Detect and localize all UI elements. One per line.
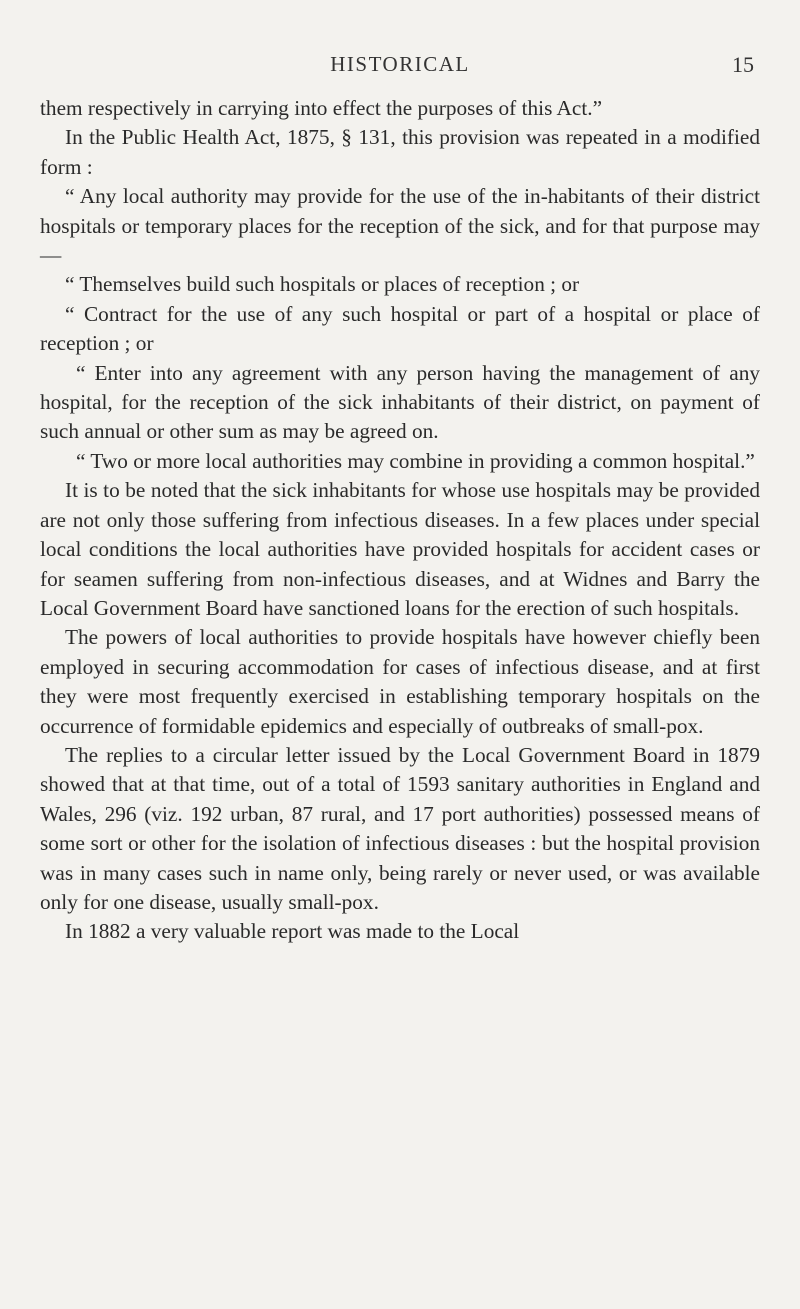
paragraph: The replies to a circular letter issued by the Local Government Board in 1879 showed that at that time, out of a total of 1593 sanitary authorities in England and Wales, 296 (viz. 192 urban, 87 rural, and 17 port authorities) possessed means of some sort or other for the isolation of infectious diseases : but the hospital provision was in many cases such in name only, being rarely or never used, or was available only for one disease, usually small-pox. bbox=[40, 742, 760, 914]
paragraph: them respectively in carrying into effect the purposes of this Act.” bbox=[40, 96, 603, 120]
quoted-paragraph: “ Contract for the use of any such hospital or part of a hospital or place of reception ; or bbox=[40, 301, 760, 356]
running-head bbox=[0, 52, 800, 88]
quoted-paragraph: “ Two or more local authorities may combine in providing a common hospital.” bbox=[76, 448, 755, 473]
paragraph: In 1882 a very valuable report was made to the Local bbox=[65, 919, 520, 944]
running-head-title: HISTORICAL bbox=[330, 52, 470, 76]
quoted-paragraph: “ Enter into any agreement with any person having the management of any hospital, for the reception of the sick inhabitants of their district, on payment of such annual or other sum as may be agreed on. bbox=[40, 360, 760, 444]
quoted-paragraph: “ Themselves build such hospitals or places of reception ; or bbox=[65, 272, 580, 297]
quoted-paragraph: “ Any local authority may provide for the use of the in-habitants of their district hospitals or temporary places for the reception of the sick, and for that purpose may— bbox=[40, 184, 760, 268]
page-number: 15 bbox=[732, 52, 754, 77]
paragraph: The powers of local authorities to provide hospitals have however chiefly been employed in securing accommodation for cases of infectious disease, and at first they were most frequently exercised in establishing temporary hospitals on the occurrence of formidable epidemics and especially of outbreaks of small-pox. bbox=[40, 625, 760, 738]
paragraph: It is to be noted that the sick inhabitants for whose use hospitals may be provided are not only those suffering from infectious diseases. In a few places under special local conditions the local authorities have provided hospitals for accident cases or for seamen suffering from non-infectious diseases, and at Widnes and Barry the Local Government Board have sanctioned loans for the erection of such hospitals. bbox=[40, 478, 760, 620]
body-text bbox=[40, 94, 760, 947]
paragraph: In the Public Health Act, 1875, § 131, this provision was repeated in a modified form : bbox=[40, 125, 760, 179]
